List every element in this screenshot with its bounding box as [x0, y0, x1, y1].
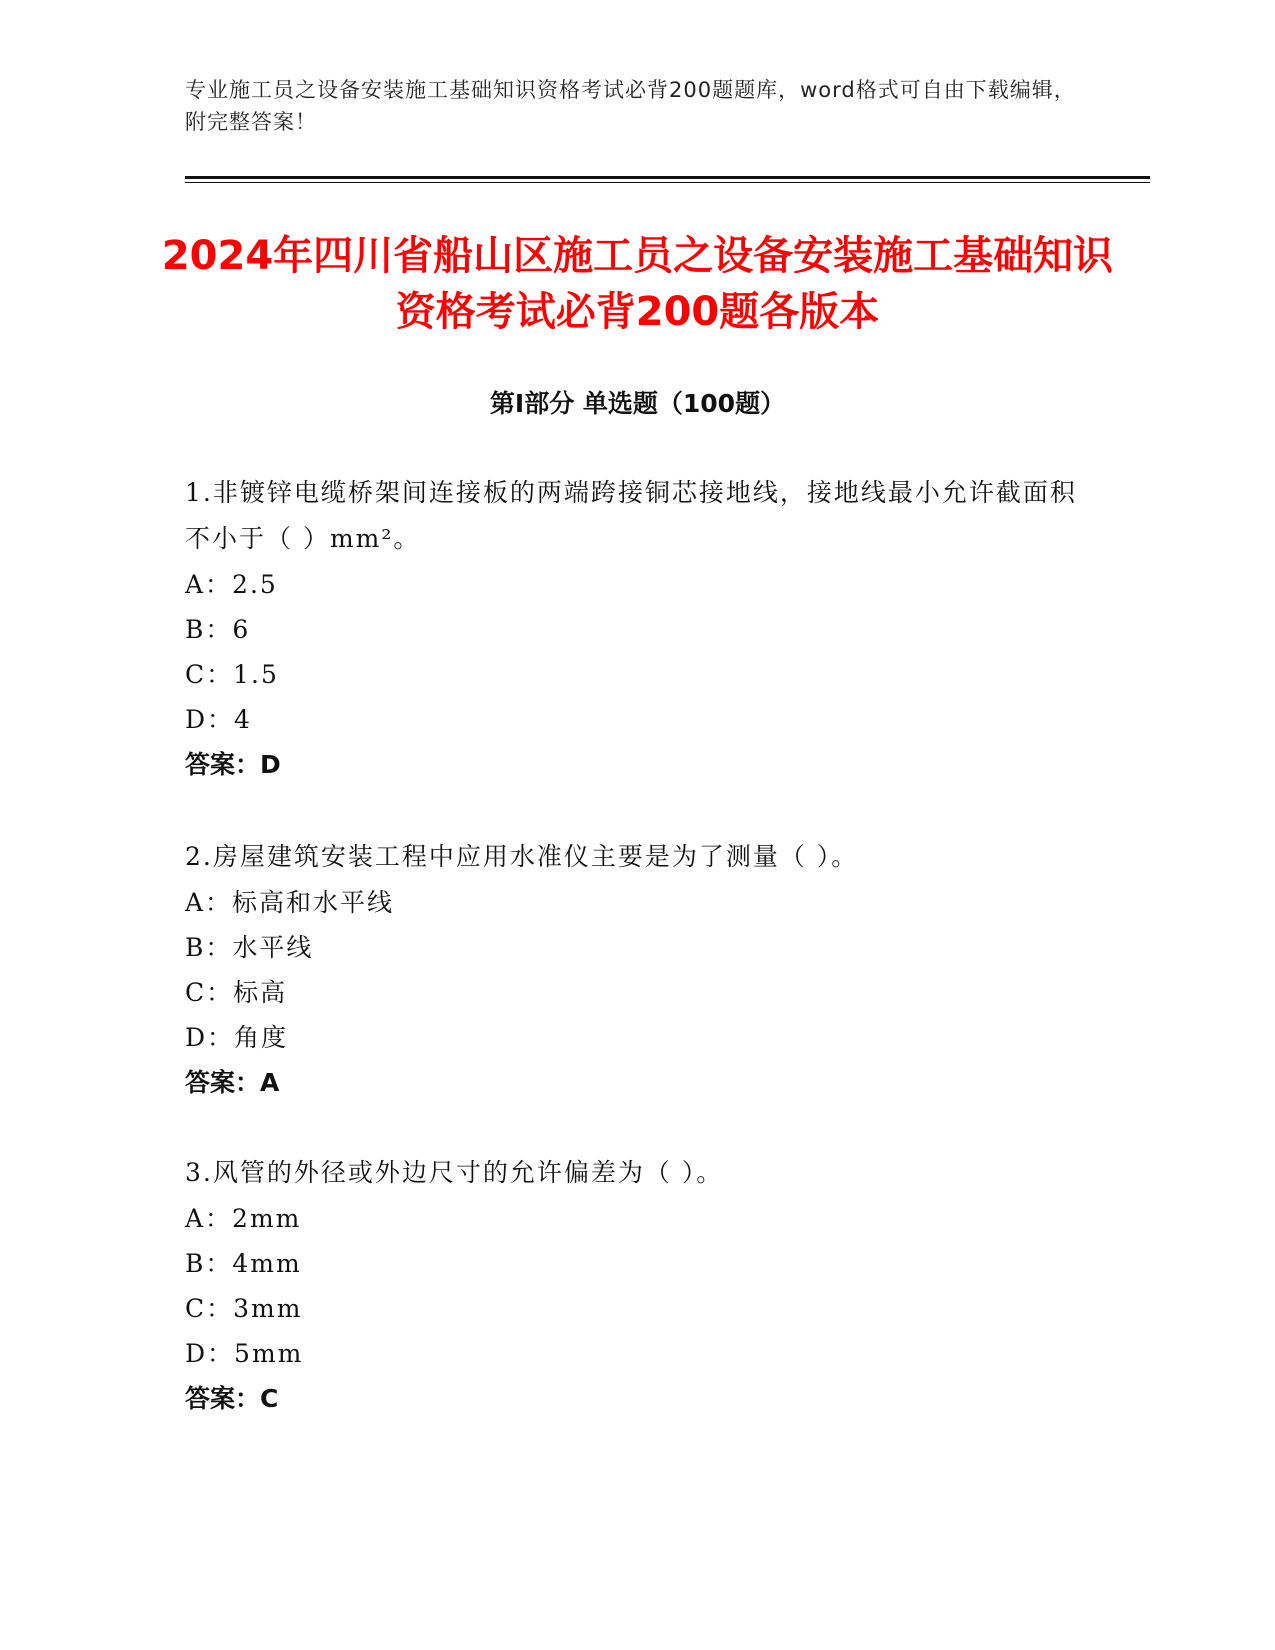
option-c: C：标高	[185, 978, 288, 1007]
option-a: A：2mm	[185, 1204, 302, 1233]
document-title: 2024年四川省船山区施工员之设备安装施工基础知识资格考试必背200题各版本	[161, 233, 1114, 335]
option-b: B：6	[185, 615, 251, 644]
option-a: A：标高和水平线	[185, 888, 395, 917]
question-stem: 1.非镀锌电缆桥架间连接板的两端跨接铜芯接地线，接地线最小允许截面积不小于（ ）mm²。	[185, 478, 1077, 553]
header-note: 专业施工员之设备安装施工基础知识资格考试必背200题题库，word格式可自由下载编辑，附完整答案！	[185, 78, 1076, 134]
option-a: A：2.5	[185, 570, 278, 599]
option-c: C：1.5	[185, 660, 279, 689]
option-d: D：角度	[185, 1023, 289, 1052]
answer: 答案：D	[185, 750, 281, 779]
option-b: B：4mm	[185, 1249, 302, 1278]
question-3	[185, 1150, 1085, 1422]
question-stem: 3.风管的外径或外边尺寸的允许偏差为（ ）。	[185, 1158, 724, 1187]
question-2	[185, 834, 1085, 1106]
option-d: D：4	[185, 705, 252, 734]
question-stem: 2.房屋建筑安装工程中应用水准仪主要是为了测量（ ）。	[185, 842, 859, 871]
header-rule-thick	[185, 176, 1150, 179]
section-heading: 第I部分 单选题（100题）	[489, 389, 786, 418]
answer: 答案：C	[185, 1384, 279, 1413]
option-c: C：3mm	[185, 1294, 303, 1323]
option-b: B：水平线	[185, 933, 314, 962]
option-d: D：5mm	[185, 1339, 304, 1368]
header-rule-thin	[185, 182, 1150, 183]
answer: 答案：A	[185, 1068, 280, 1097]
question-1	[185, 470, 1085, 788]
